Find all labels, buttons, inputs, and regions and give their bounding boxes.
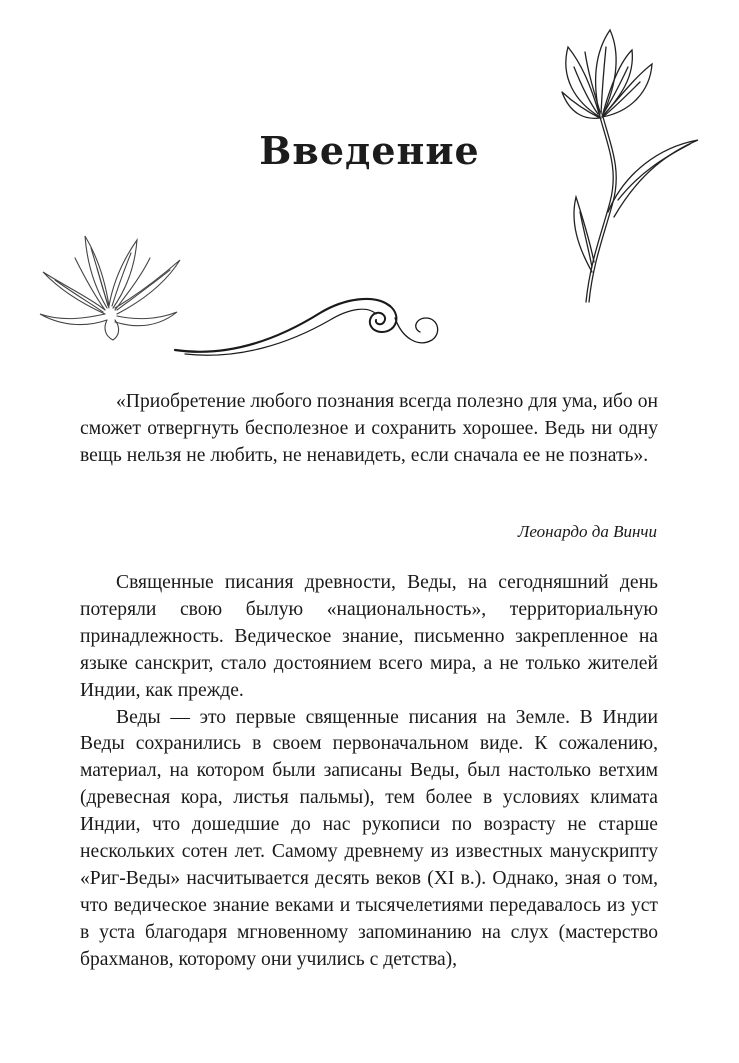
paragraph: Священные писания древности, Веды, на сегодняшний день потеряли свою былую «национальность», территориальную принадлежность. Ведическое знание, письменно закрепленное на языке санскрит, стало достоянием всего мира, а не только жителей Индии, как прежде.	[80, 572, 658, 701]
lotus-illustration	[35, 228, 185, 343]
swirl-flourish	[170, 288, 445, 360]
epigraph-author: Леонардо да Винчи	[517, 522, 657, 541]
chapter-title: Введение	[259, 128, 480, 173]
body-text	[80, 570, 658, 974]
epigraph-quote: «Приобретение любого познания всегда полезно для ума, ибо он сможет отвергнуть бесполезное и сохранить хорошее. Ведь ни одну вещь нельзя не любить, не ненавидеть, если сначала ее не познать».	[80, 391, 658, 466]
paragraph: Веды — это первые священные писания на Земле. В Индии Веды сохранились в своем первоначальном виде. К сожалению, материал, на котором были записаны Веды, был настолько ветхим (древесная кора, листья пальмы), тем более в условиях климата Индии, что дошедшие до нас рукописи по возрасту не старше нескольких сотен лет. Самому древнему из известных манускрипту «Риг-Веды» насчитывается десять веков (XI в.). Однако, зная о том, что ведическое знание веками и тысячелетиями передавалось из уст в уста благодаря мгновенному запоминанию на слух (мастерство брахманов, которому они учились с детства),	[80, 706, 658, 970]
